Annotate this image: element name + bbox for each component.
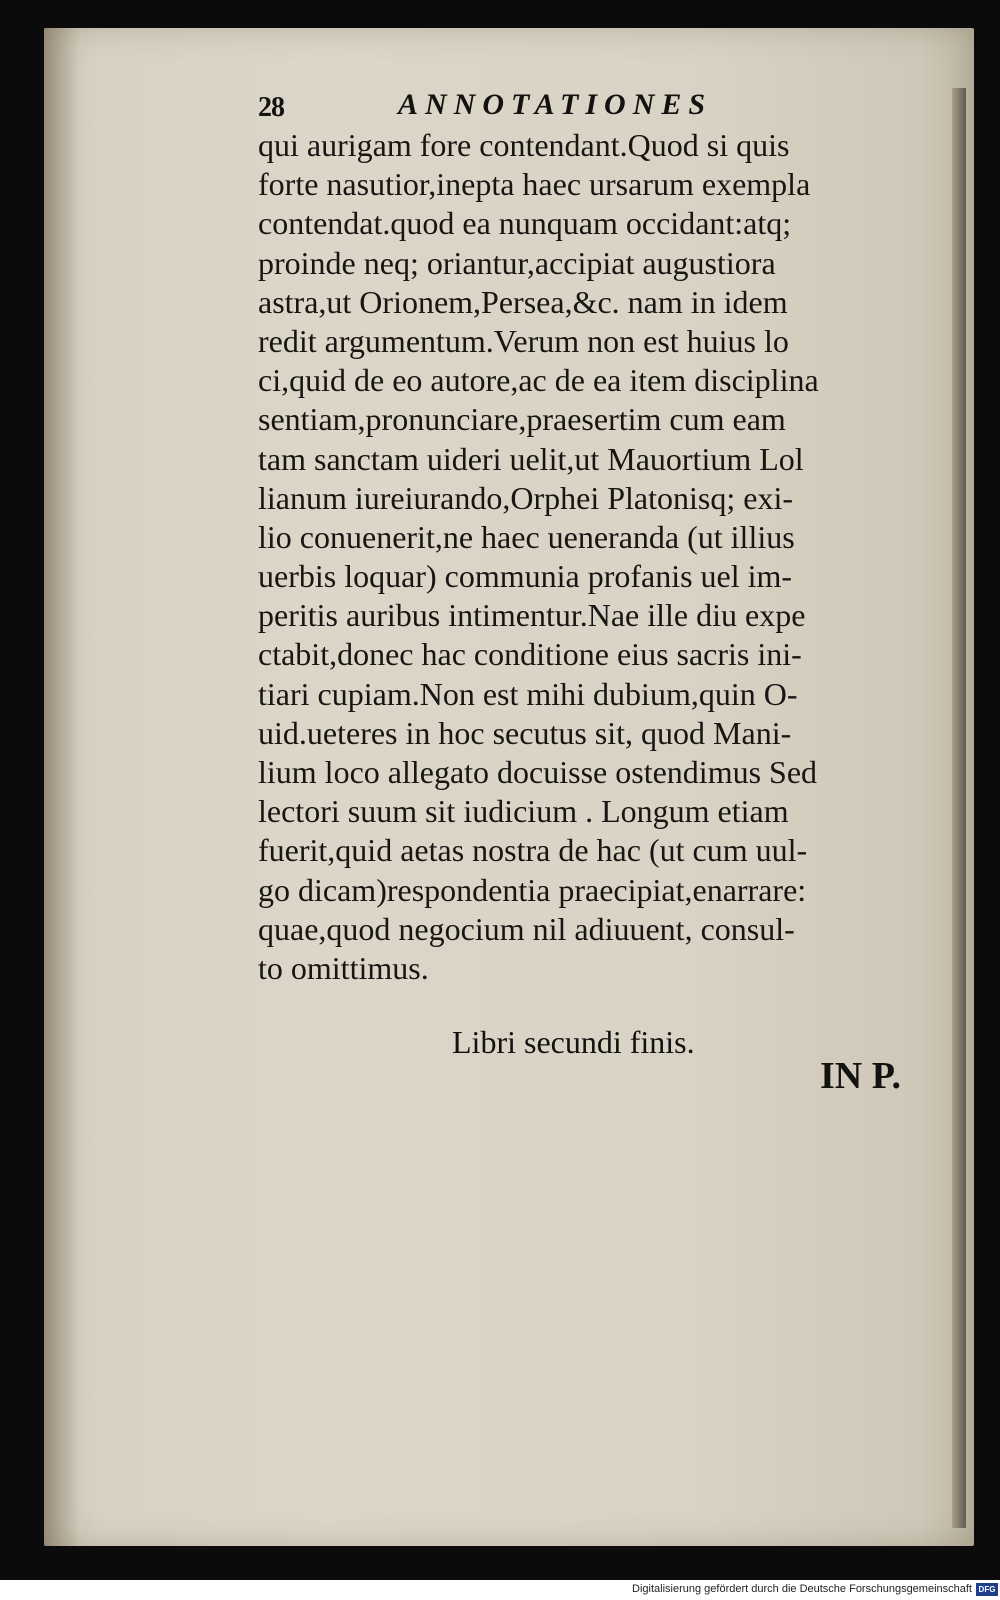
page-edge xyxy=(952,88,966,1528)
text-line: contendat.quod ea nunquam occidant:atq; xyxy=(258,205,792,242)
digitization-footer xyxy=(0,1580,1000,1600)
folio-number: 28 xyxy=(258,92,284,123)
text-line: forte nasutior,inepta haec ursarum exempla xyxy=(258,166,811,203)
catchword: IN P. xyxy=(820,1055,901,1097)
text-line: quae,quod negocium nil adiuuent, consul- xyxy=(258,910,795,947)
text-line: astra,ut Orionem,Persea,&c. nam in idem xyxy=(258,283,788,320)
text-line: ci,quid de eo autore,ac de ea item disciplina xyxy=(258,362,819,399)
text-line: proinde neq; oriantur,accipiat augustiora xyxy=(258,244,776,281)
footer-credit: Digitalisierung gefördert durch die Deutsche Forschungsgemeinschaft xyxy=(632,1583,972,1595)
spine-shadow xyxy=(44,28,80,1546)
text-line: lianum iureiurando,Orphei Platonisq; exi- xyxy=(258,479,793,516)
text-line: uid.ueteres in hoc secutus sit, quod Mani- xyxy=(258,714,792,751)
text-line: peritis auribus intimentur.Nae ille diu expe xyxy=(258,597,806,634)
text-line: redit argumentum.Verum non est huius lo xyxy=(258,322,789,359)
dfg-logo: DFG xyxy=(976,1583,998,1596)
text-line: go dicam)respondentia praecipiat,enarrare: xyxy=(258,871,807,908)
text-line: lium loco allegato docuisse ostendimus Sed xyxy=(258,754,818,790)
running-head: ANNOTATIONES xyxy=(398,88,713,121)
page-header xyxy=(258,88,818,128)
text-line: fuerit,quid aetas nostra de hac (ut cum uul- xyxy=(258,832,808,869)
text-line: tiari cupiam.Non est mihi dubium,quin O- xyxy=(258,675,798,712)
body-text xyxy=(258,126,938,988)
text-line: ctabit,donec hac conditione eius sacris ini- xyxy=(258,636,802,673)
text-line: lio conuenerit,ne haec ueneranda (ut illius xyxy=(258,518,795,555)
text-line: tam sanctam uideri uelit,ut Mauortium Lol xyxy=(258,440,804,477)
text-line: to omittimus. xyxy=(258,949,429,986)
text-line: qui aurigam fore contendant.Quod si quis xyxy=(258,127,790,163)
text-line: lectori suum sit iudicium . Longum etiam xyxy=(258,793,789,830)
text-line: sentiam,pronunciare,praesertim cum eam xyxy=(258,401,786,438)
text-line: uerbis loquar) communia profanis uel im- xyxy=(258,558,793,595)
book-end-colophon: Libri secundi finis. xyxy=(452,1024,695,1060)
